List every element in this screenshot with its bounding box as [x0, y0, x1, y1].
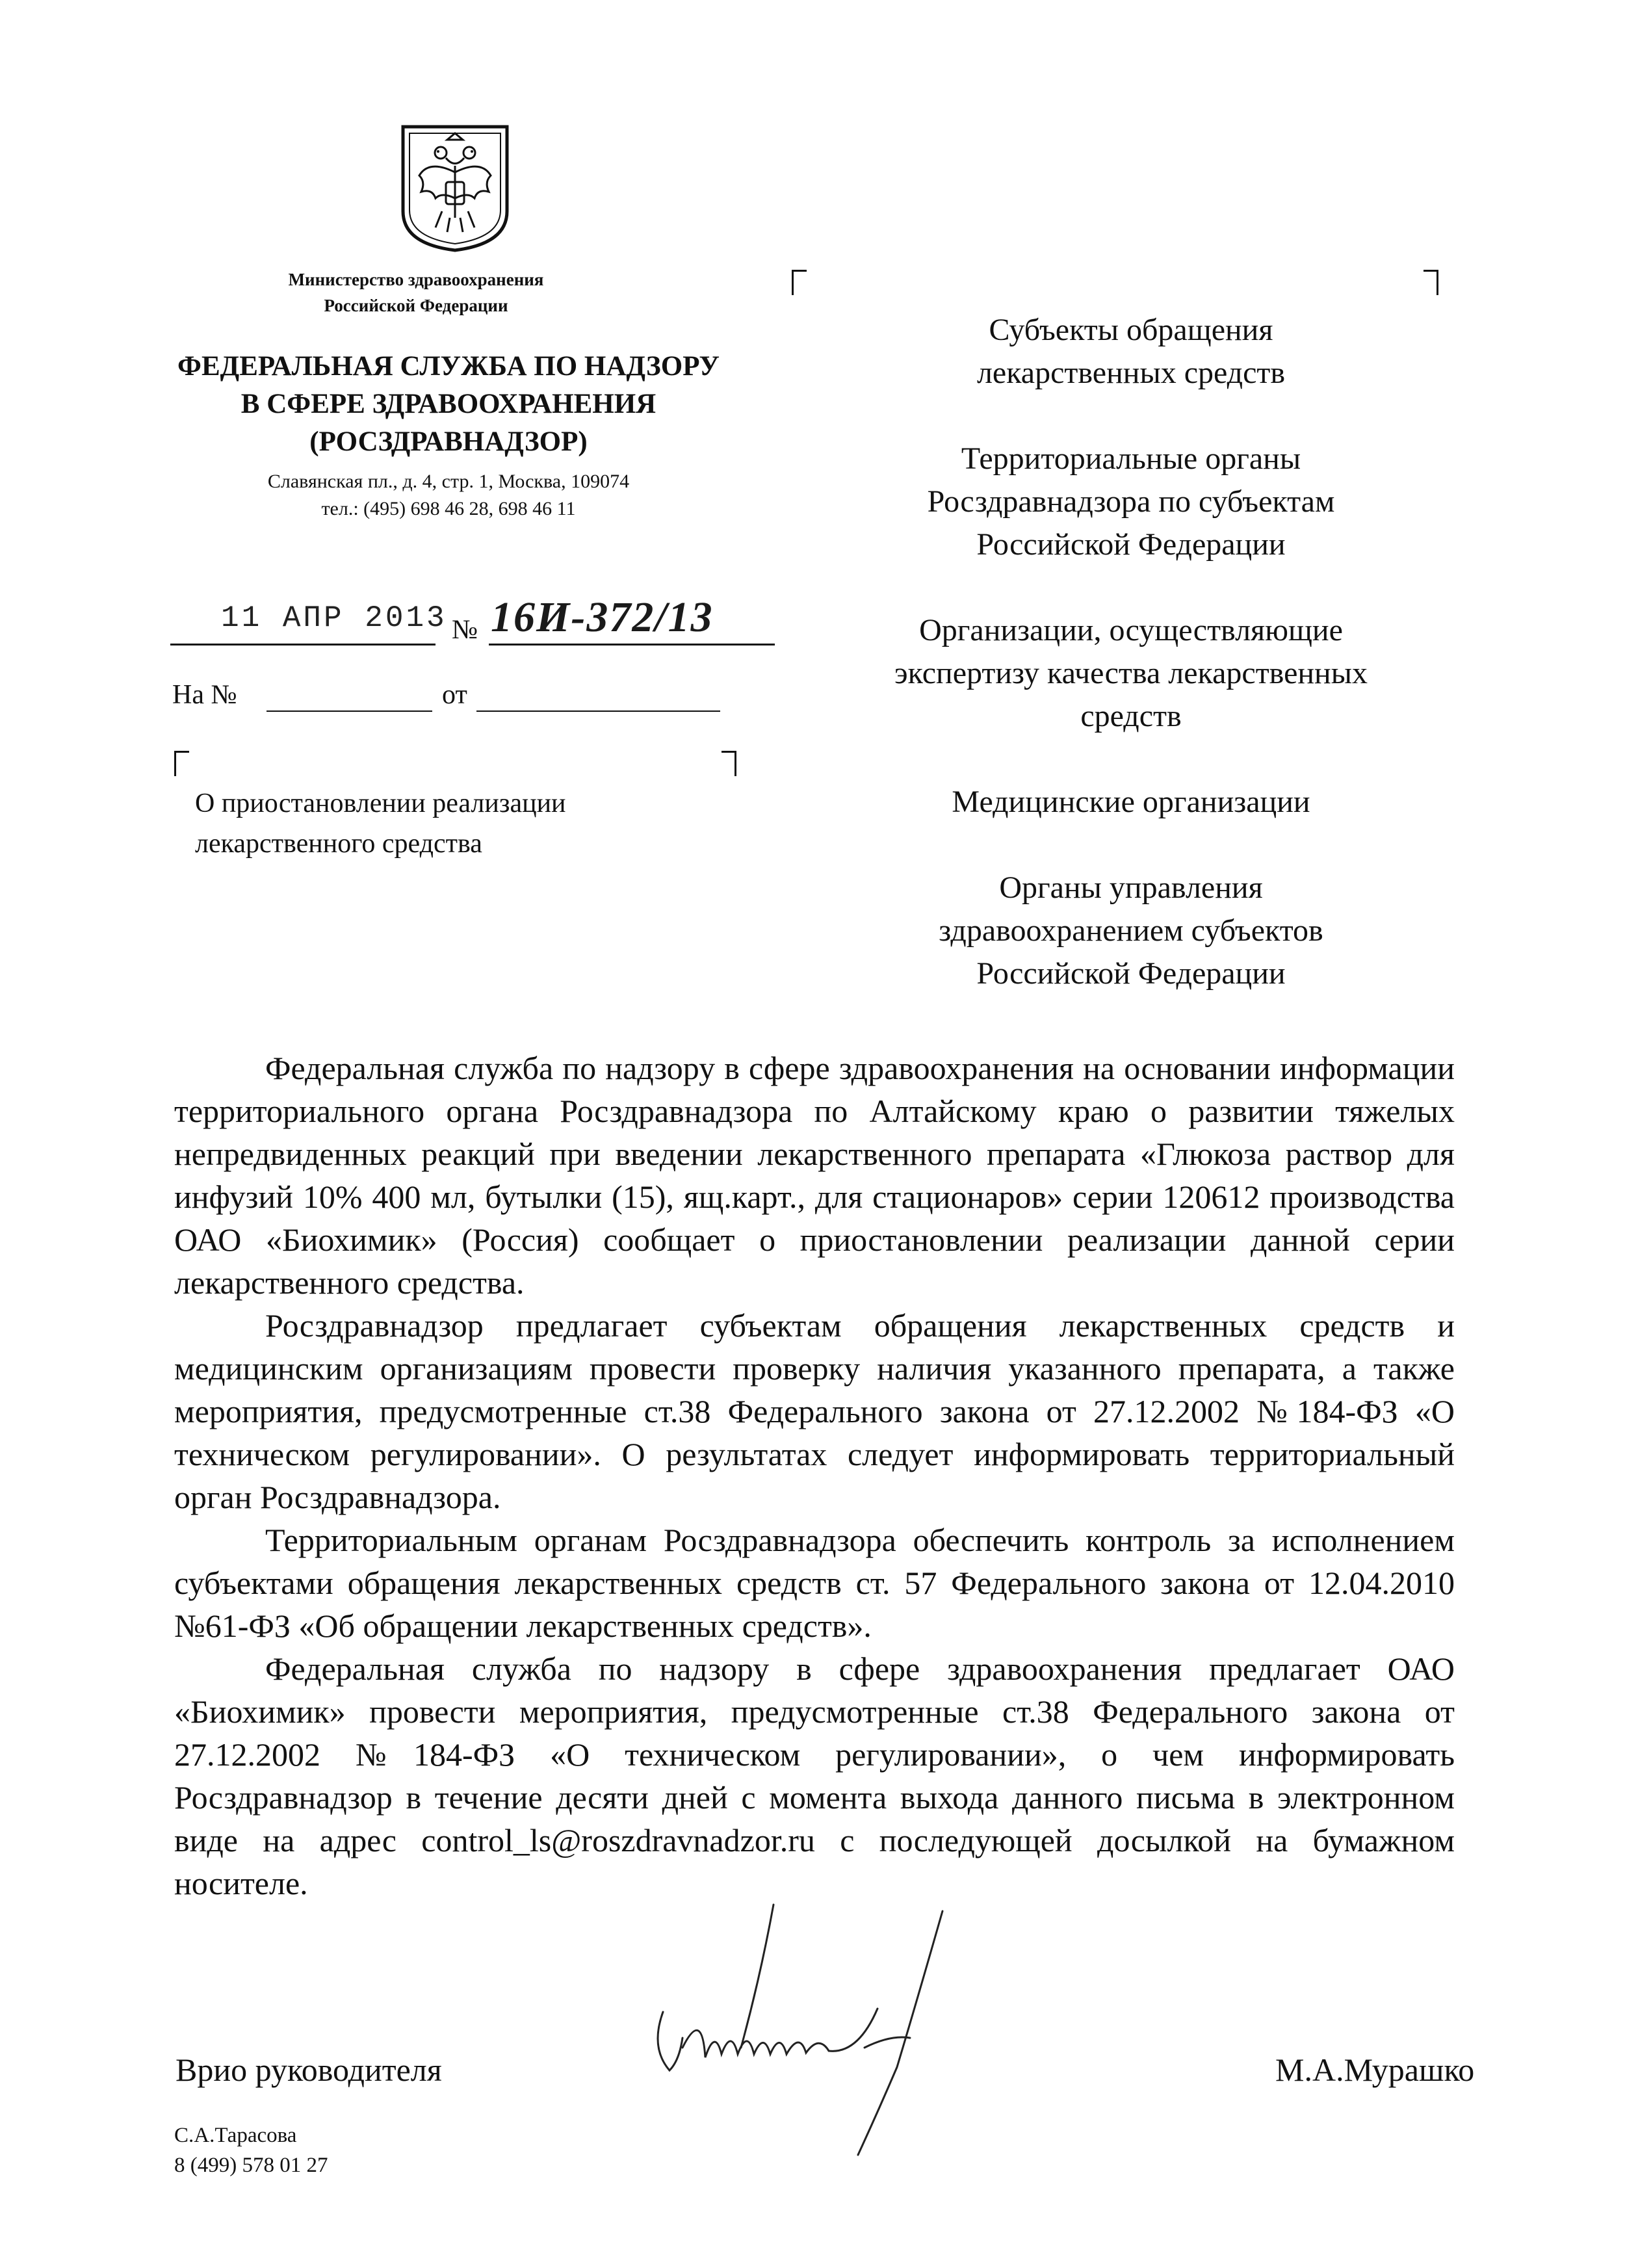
service-address: Славянская пл., д. 4, стр. 1, Москва, 109074 тел.: (495) 698 46 28, 698 46 11 [267, 471, 630, 519]
subject-bracket-left [174, 751, 189, 776]
letter-date: 11 АПР 2013 [221, 601, 447, 635]
addressee-item: Органы управления здравоохранением субъектов Российской Федерации [939, 870, 1323, 991]
addressee-bracket-left [792, 270, 807, 295]
reference-date-label: от [442, 680, 467, 710]
body-paragraph: Федеральная служба по надзору в сфере здравоохранения предлагает ОАО «Биохимик» провести мероприятия, предусмотренные ст.38 Федерального закона от 27.12.2002 №184-ФЗ «О техническом регулировании», о чем информировать Росздравнадзор в течение десяти дней с момента выхода данного письма в электронном виде на адрес control_ls@roszdravnadzor.ru с последующей досылкой на бумажном носителе. [174, 1650, 1455, 1901]
contact-name: С.А.Тарасова [174, 2124, 297, 2147]
addressee-item: Медицинские организации [952, 785, 1310, 819]
addressee-list [806, 309, 1456, 995]
reference-date-blank [476, 710, 720, 712]
subject-bracket-right [722, 751, 736, 776]
number-sign: № [452, 615, 478, 645]
coat-of-arms-icon [390, 120, 520, 254]
signatory-title: Врио руководителя [176, 2052, 442, 2088]
letter-body [174, 1047, 1455, 1905]
body-paragraph: Федеральная служба по надзору в сфере здравоохранения на основании информации территориального органа Росздравнадзора по Алтайскому краю о развитии тяжелых непредвиденных реакций при введении лекарственного препарата «Глюкоза раствор для инфузий 10% 400 мл, бутылки (15), ящ.карт., для стационаров» серии 120612 производства ОАО «Биохимик» (Россия) сообщает о приостановлении реализации данной серии лекарственного средства. [174, 1050, 1455, 1301]
addressee-item: Организации, осуществляющие экспертизу качества лекарственных средств [894, 613, 1368, 733]
service-name: ФЕДЕРАЛЬНАЯ СЛУЖБА ПО НАДЗОРУ В СФЕРЕ ЗДРАВООХРАНЕНИЯ (РОСЗДРАВНАДЗОР) [177, 351, 720, 457]
contact-block [174, 2120, 328, 2180]
date-underline [170, 644, 436, 645]
addressee-bracket-right [1424, 270, 1438, 295]
number-underline [489, 644, 775, 645]
body-paragraph: Росздравнадзор предлагает субъектам обращения лекарственных средств и медицинским организациям провести проверку наличия указанного препарата, а также мероприятия, предусмотренные ст.38 Федерального закона от 27.12.2002 №184-ФЗ «О техническом регулировании». О результатах следует информировать территориальный орган Росздравнадзора. [174, 1307, 1455, 1515]
body-paragraph: Территориальным органам Росздравнадзора обеспечить контроль за исполнением субъектами обращения лекарственных средств ст. 57 Федерального закона от 12.04.2010 №61-ФЗ «Об обращении лекарственных средств». [174, 1522, 1455, 1644]
registration-number: 16И-372/13 [491, 593, 714, 641]
addressee-item: Субъекты обращения лекарственных средств [976, 313, 1286, 390]
handwritten-signature-icon [644, 1898, 968, 2165]
ministry-name: Министерство здравоохранения Российской Федерации [288, 270, 544, 315]
reference-number-label: На № [172, 680, 237, 710]
reference-number-blank [266, 710, 432, 712]
letter-subject: О приостановлении реализации лекарственного средства [195, 789, 566, 859]
contact-phone: 8 (499) 578 01 27 [174, 2154, 328, 2177]
addressee-item: Территориальные органы Росздравнадзора по субъектам Российской Федерации [927, 441, 1335, 562]
signatory-name: М.А.Мурашко [1275, 2052, 1475, 2088]
